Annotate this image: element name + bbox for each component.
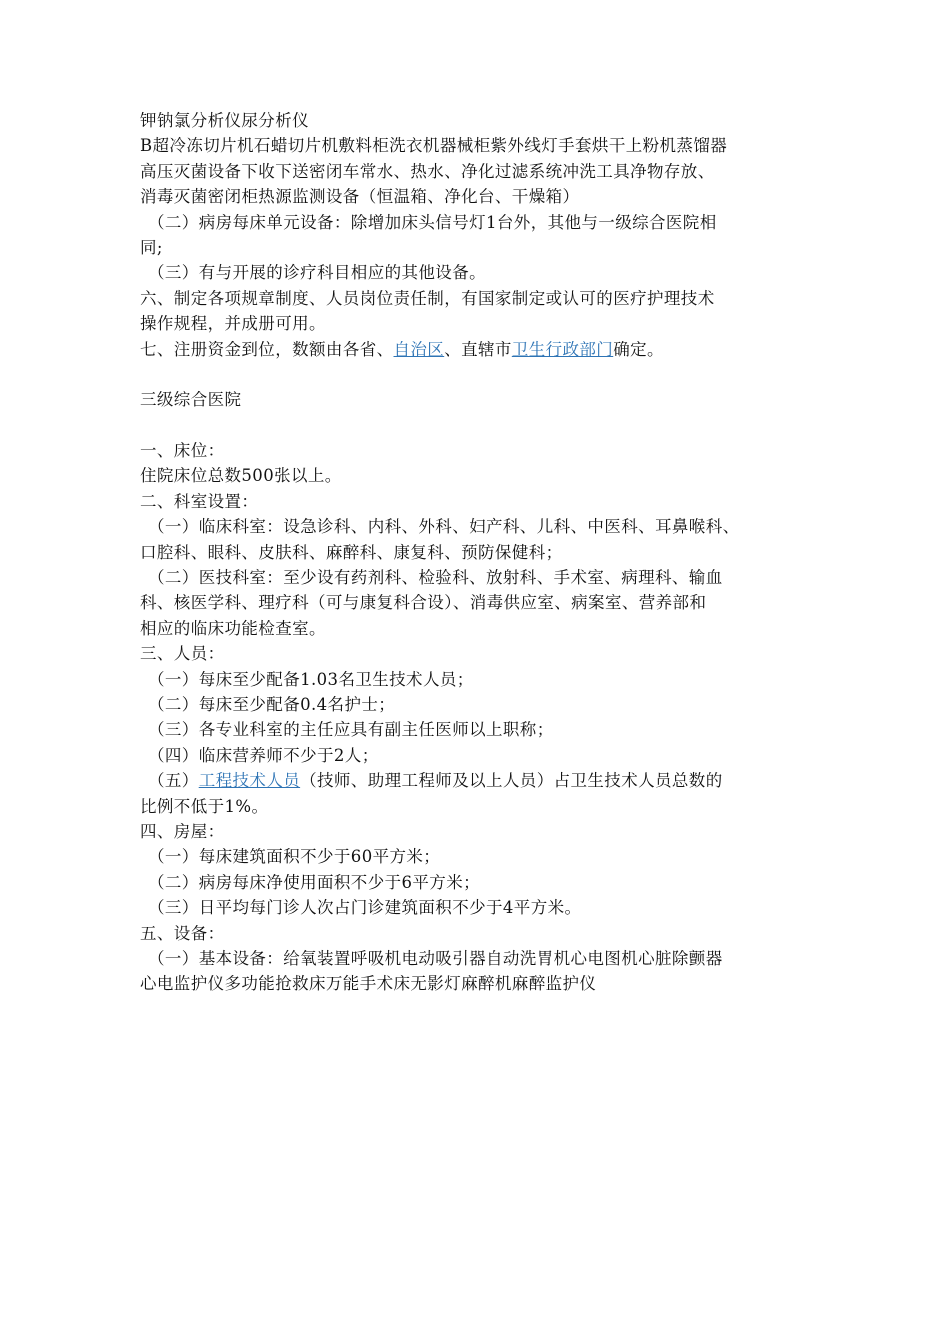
doc-line: 住院床位总数500张以上。 <box>140 466 342 486</box>
doc-line: B超冷冻切片机石蜡切片机敷料柜洗衣机器械柜紫外线灯手套烘干上粉机蒸馏器 <box>140 136 728 156</box>
doc-line: （一）每床至少配备1.03名卫生技术人员； <box>148 669 474 689</box>
doc-line: 消毒灭菌密闭柜热源监测设备（恒温箱、净化台、干燥箱） <box>140 187 580 207</box>
line-text: 、直辖市 <box>444 339 512 359</box>
doc-line: 相应的临床功能检查室。 <box>140 618 326 638</box>
health-admin-department-link[interactable]: 卫生行政部门 <box>511 339 614 359</box>
blank-line <box>140 362 820 387</box>
autonomous-region-link[interactable]: 自治区 <box>393 339 445 359</box>
doc-line: （二）每床至少配备0.4名护士； <box>148 694 396 714</box>
doc-line: 高压灭菌设备下收下送密闭车常水、热水、净化过滤系统冲洗工具净物存放、 <box>140 161 715 181</box>
doc-line: 口腔科、眼科、皮肤科、麻醉科、康复科、预防保健科； <box>140 542 563 562</box>
line-text: 七、注册资金到位，数额由各省、 <box>140 339 394 359</box>
doc-line: （二）病房每床单元设备：除增加床头信号灯1台外，其他与一级综合医院相 <box>148 212 717 232</box>
doc-line: 操作规程，并成册可用。 <box>140 314 326 334</box>
engineering-technicians-link[interactable]: 工程技术人员 <box>198 771 301 791</box>
doc-line: （二）医技科室：至少设有药剂科、检验科、放射科、手术室、病理科、输血 <box>148 568 723 588</box>
doc-line: （一）基本设备：给氧装置呼吸机电动吸引器自动洗胃机心电图机心脏除颤器 <box>148 948 723 968</box>
section-title: 二、科室设置： <box>140 491 259 511</box>
doc-line: 同; <box>140 237 163 257</box>
section-title: 五、设备： <box>140 923 225 943</box>
doc-line: （三）有与开展的诊疗科目相应的其他设备。 <box>148 263 486 283</box>
doc-line: （一）临床科室：设急诊科、内科、外科、妇产科、儿科、中医科、耳鼻喉科、 <box>148 517 740 537</box>
blank-line <box>140 413 820 438</box>
section-title: 三、人员： <box>140 644 225 664</box>
doc-line: （三）各专业科室的主任应具有副主任医师以上职称； <box>148 720 554 740</box>
doc-line: 心电监护仪多功能抢救床万能手术床无影灯麻醉机麻醉监护仪 <box>140 974 597 994</box>
doc-line: （三）日平均每门诊人次占门诊建筑面积不少于4平方米。 <box>148 898 582 918</box>
doc-line: 钾钠氯分析仪尿分析仪 <box>140 111 309 130</box>
line-text: （五） <box>148 771 199 791</box>
doc-line: 科、核医学科、理疗科（可与康复科合设）、消毒供应室、病案室、营养部和 <box>140 593 707 613</box>
line-text: 确定。 <box>613 339 664 359</box>
doc-line: （二）病房每床净使用面积不少于6平方米； <box>148 872 480 892</box>
line-text: （技师、助理工程师及以上人员）占卫生技术人员总数的 <box>300 771 723 791</box>
document-page <box>140 108 820 997</box>
section-title: 四、房屋： <box>140 821 225 841</box>
doc-line: 比例不低于1%。 <box>140 796 269 816</box>
doc-line-with-link <box>140 768 820 793</box>
section-title: 一、床位： <box>140 441 225 461</box>
doc-line: 六、制定各项规章制度、人员岗位责任制，有国家制定或认可的医疗护理技术 <box>140 288 715 308</box>
doc-line: （四）临床营养师不少于2人； <box>148 745 379 765</box>
doc-line-with-links <box>140 337 820 362</box>
section-heading: 三级综合医院 <box>140 390 242 410</box>
doc-line: （一）每床建筑面积不少于60平方米； <box>148 847 441 867</box>
